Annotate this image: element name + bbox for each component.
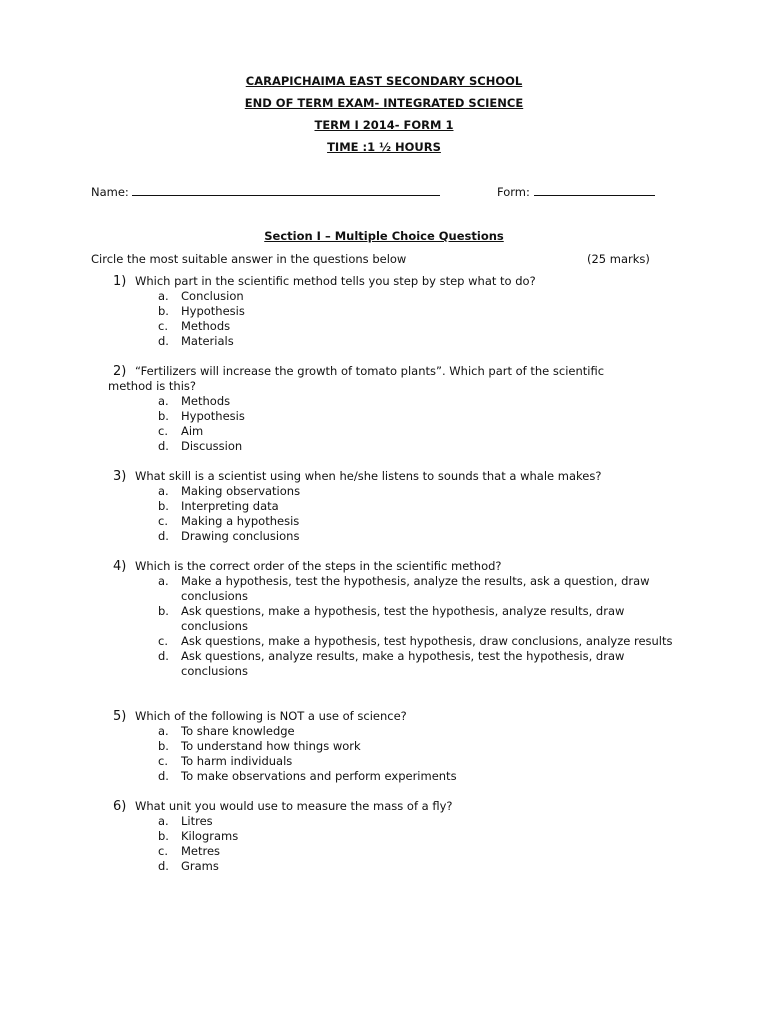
option-letter: c.: [158, 754, 168, 768]
option-d[interactable]: [108, 859, 678, 874]
option-text: Metres: [181, 844, 221, 858]
option-letter: d.: [158, 859, 169, 873]
option-letter: a.: [158, 724, 169, 738]
option-text: Making observations: [181, 484, 301, 498]
option-letter: c.: [158, 319, 168, 333]
option-c[interactable]: [108, 634, 678, 649]
question-text: Which is the correct order of the steps in the scientific method?: [135, 559, 502, 573]
option-d[interactable]: [108, 529, 678, 544]
form-label: Form:: [497, 185, 530, 199]
option-b[interactable]: [108, 604, 678, 634]
option-letter: b.: [158, 499, 169, 513]
options-list: [108, 724, 678, 784]
question-number: 4): [113, 559, 127, 574]
option-text: Interpreting data: [181, 499, 279, 513]
question-1: [108, 274, 678, 349]
school-name: CARAPICHAIMA EAST SECONDARY SCHOOL: [245, 74, 523, 88]
question-number: 3): [113, 469, 127, 484]
option-letter: d.: [158, 439, 169, 453]
question-text: Which of the following is NOT a use of science?: [135, 709, 407, 723]
option-b[interactable]: [108, 739, 678, 754]
option-letter: a.: [158, 394, 169, 408]
option-text: Making a hypothesis: [181, 514, 300, 528]
option-letter: c.: [158, 514, 168, 528]
option-text: Materials: [181, 334, 234, 348]
exam-title: END OF TERM EXAM- INTEGRATED SCIENCE: [244, 96, 524, 110]
option-d[interactable]: [108, 649, 678, 679]
question-number: 1): [113, 274, 127, 289]
form-blank[interactable]: [534, 184, 655, 196]
option-a[interactable]: [108, 574, 678, 604]
option-b[interactable]: [108, 409, 648, 424]
option-text: Ask questions, analyze results, make a hypothesis, test the hypothesis, draw conclusions: [181, 649, 625, 678]
option-a[interactable]: [108, 394, 648, 409]
question-4: [108, 559, 678, 679]
option-text: Conclusion: [181, 289, 244, 303]
option-letter: b.: [158, 304, 169, 318]
option-letter: b.: [158, 604, 169, 618]
term-label: TERM I 2014- FORM 1: [314, 118, 454, 132]
option-text: To share knowledge: [181, 724, 295, 738]
option-text: Make a hypothesis, test the hypothesis, analyze the results, ask a question, draw conclusions: [181, 574, 650, 603]
option-letter: c.: [158, 844, 168, 858]
option-a[interactable]: [108, 484, 678, 499]
option-text: To understand how things work: [181, 739, 361, 753]
option-d[interactable]: [108, 334, 678, 349]
option-text: Litres: [181, 814, 213, 828]
question-number: 2): [113, 364, 127, 379]
option-c[interactable]: [108, 754, 678, 769]
name-blank[interactable]: [132, 184, 440, 196]
question-number: 5): [113, 709, 127, 724]
option-letter: a.: [158, 814, 169, 828]
option-a[interactable]: [108, 724, 678, 739]
option-a[interactable]: [108, 814, 678, 829]
question-3: [108, 469, 678, 544]
option-b[interactable]: [108, 304, 678, 319]
options-list: [108, 484, 678, 544]
question-text: “Fertilizers will increase the growth of tomato plants”. Which part of the scientific method is this?: [108, 364, 605, 393]
options-list: [108, 289, 678, 349]
option-text: To make observations and perform experiments: [181, 769, 457, 783]
option-c[interactable]: [108, 844, 678, 859]
option-letter: a.: [158, 574, 169, 588]
option-letter: c.: [158, 424, 168, 438]
option-text: Ask questions, make a hypothesis, test hypothesis, draw conclusions, analyze results: [181, 634, 673, 648]
question-5: [108, 709, 678, 784]
option-letter: d.: [158, 769, 169, 783]
options-list: [108, 574, 678, 679]
option-text: Kilograms: [181, 829, 239, 843]
question-text: What skill is a scientist using when he/she listens to sounds that a whale makes?: [135, 469, 602, 483]
option-letter: d.: [158, 529, 169, 543]
option-letter: b.: [158, 409, 169, 423]
question-number: 6): [113, 799, 127, 814]
option-letter: b.: [158, 829, 169, 843]
option-b[interactable]: [108, 499, 678, 514]
options-list: [108, 394, 648, 454]
question-text: What unit you would use to measure the mass of a fly?: [135, 799, 453, 813]
option-text: Ask questions, make a hypothesis, test the hypothesis, analyze results, draw conclusions: [181, 604, 625, 633]
marks-label: (25 marks): [587, 252, 650, 266]
option-letter: b.: [158, 739, 169, 753]
option-c[interactable]: [108, 319, 678, 334]
question-text: Which part in the scientific method tells you step by step what to do?: [135, 274, 536, 288]
option-b[interactable]: [108, 829, 678, 844]
section-title: Section I – Multiple Choice Questions: [264, 229, 504, 243]
form-field: [497, 184, 655, 199]
instructions: Circle the most suitable answer in the questions below: [91, 252, 407, 266]
option-letter: d.: [158, 649, 169, 663]
name-label: Name:: [91, 185, 129, 199]
option-text: Methods: [181, 394, 231, 408]
option-c[interactable]: [108, 424, 648, 439]
option-text: Hypothesis: [181, 409, 245, 423]
option-a[interactable]: [108, 289, 678, 304]
option-letter: d.: [158, 334, 169, 348]
time-label: TIME :1 ½ HOURS: [327, 140, 441, 154]
options-list: [108, 814, 678, 874]
option-text: Discussion: [181, 439, 243, 453]
option-letter: c.: [158, 634, 168, 648]
name-field: [91, 184, 440, 199]
option-d[interactable]: [108, 769, 678, 784]
option-text: Aim: [181, 424, 204, 438]
option-text: To harm individuals: [181, 754, 293, 768]
option-letter: a.: [158, 289, 169, 303]
option-c[interactable]: [108, 514, 678, 529]
option-text: Drawing conclusions: [181, 529, 300, 543]
option-text: Grams: [181, 859, 219, 873]
option-text: Methods: [181, 319, 231, 333]
option-letter: a.: [158, 484, 169, 498]
question-6: [108, 799, 678, 874]
question-2: [108, 364, 648, 454]
option-d[interactable]: [108, 439, 648, 454]
option-text: Hypothesis: [181, 304, 245, 318]
